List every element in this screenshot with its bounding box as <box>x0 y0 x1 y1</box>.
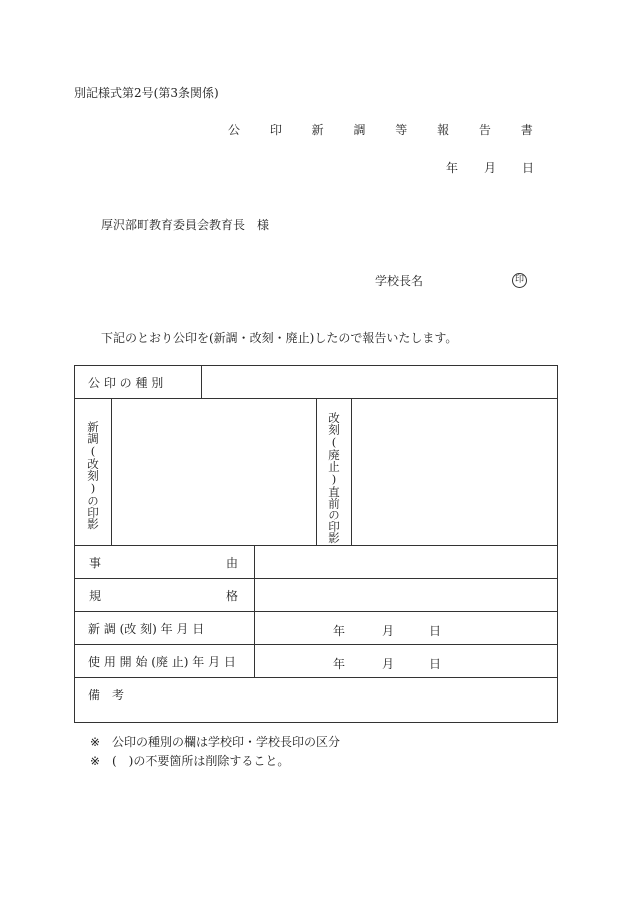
start-date-month: 月 <box>382 657 395 671</box>
start-date-label: 使 用 開 始 (廃 止) 年 月 日 <box>75 645 255 678</box>
date-year: 年 <box>446 161 459 175</box>
spec-label-cell <box>75 579 255 612</box>
form-number-label: 別記様式第2号(第3条関係) <box>74 86 219 100</box>
note-item <box>90 752 340 771</box>
addressee <box>101 219 269 231</box>
reason-label-2: 由 <box>226 555 239 570</box>
reason-row <box>75 546 558 579</box>
new-impression-field[interactable] <box>112 399 317 546</box>
addressee-name: 厚沢部町教育委員会教育長 <box>101 218 246 232</box>
seal-type-row <box>75 366 558 399</box>
spec-field[interactable] <box>255 579 558 612</box>
new-date-month: 月 <box>382 624 395 638</box>
note-mark: ※ <box>90 754 101 768</box>
report-statement: 下記のとおり公印を(新調・改刻・廃止)したので報告いたします。 <box>101 331 458 345</box>
note-text: ( )の不要箇所は削除すること。 <box>112 754 290 768</box>
remarks-label: 備 考 <box>88 688 125 702</box>
new-date-row <box>75 612 558 645</box>
reason-label-cell <box>75 546 255 579</box>
seal-type-label: 公 印 の 種 別 <box>75 366 202 399</box>
new-date-field[interactable] <box>255 612 558 645</box>
spec-row <box>75 579 558 612</box>
report-date <box>446 162 534 174</box>
addressee-honorific: 様 <box>257 218 270 232</box>
old-impression-field[interactable] <box>352 399 558 546</box>
spec-label-1: 規 <box>89 588 102 603</box>
start-date-year: 年 <box>333 657 346 671</box>
note-text: 公印の種別の欄は学校印・学校長印の区分 <box>112 735 341 749</box>
report-form-table <box>74 365 558 723</box>
principal-name-label: 学校長名 <box>375 274 424 288</box>
remarks-field[interactable] <box>75 678 558 723</box>
reason-label-1: 事 <box>89 555 102 570</box>
reason-field[interactable] <box>255 546 558 579</box>
date-day: 日 <box>522 161 535 175</box>
new-date-label: 新 調 (改 刻) 年 月 日 <box>75 612 255 645</box>
old-impression-label: 改刻(廃止)直前の印影 <box>327 412 342 544</box>
start-date-day: 日 <box>429 657 442 671</box>
remarks-row <box>75 678 558 723</box>
old-impression-label-cell <box>317 399 352 546</box>
impression-row <box>75 399 558 546</box>
spec-label-2: 格 <box>226 588 239 603</box>
new-impression-label-cell <box>75 399 112 546</box>
seal-type-field[interactable] <box>202 366 558 399</box>
note-item <box>90 733 340 752</box>
new-date-day: 日 <box>429 624 442 638</box>
date-month: 月 <box>484 161 497 175</box>
notes <box>90 733 340 771</box>
start-date-field[interactable] <box>255 645 558 678</box>
start-date-row <box>75 645 558 678</box>
document-title: 公 印 新 調 等 報 告 書 <box>228 123 546 137</box>
new-date-year: 年 <box>333 624 346 638</box>
new-impression-label: 新調(改刻)の印影 <box>86 421 101 530</box>
seal-mark: 印 <box>512 273 527 288</box>
note-mark: ※ <box>90 735 101 749</box>
